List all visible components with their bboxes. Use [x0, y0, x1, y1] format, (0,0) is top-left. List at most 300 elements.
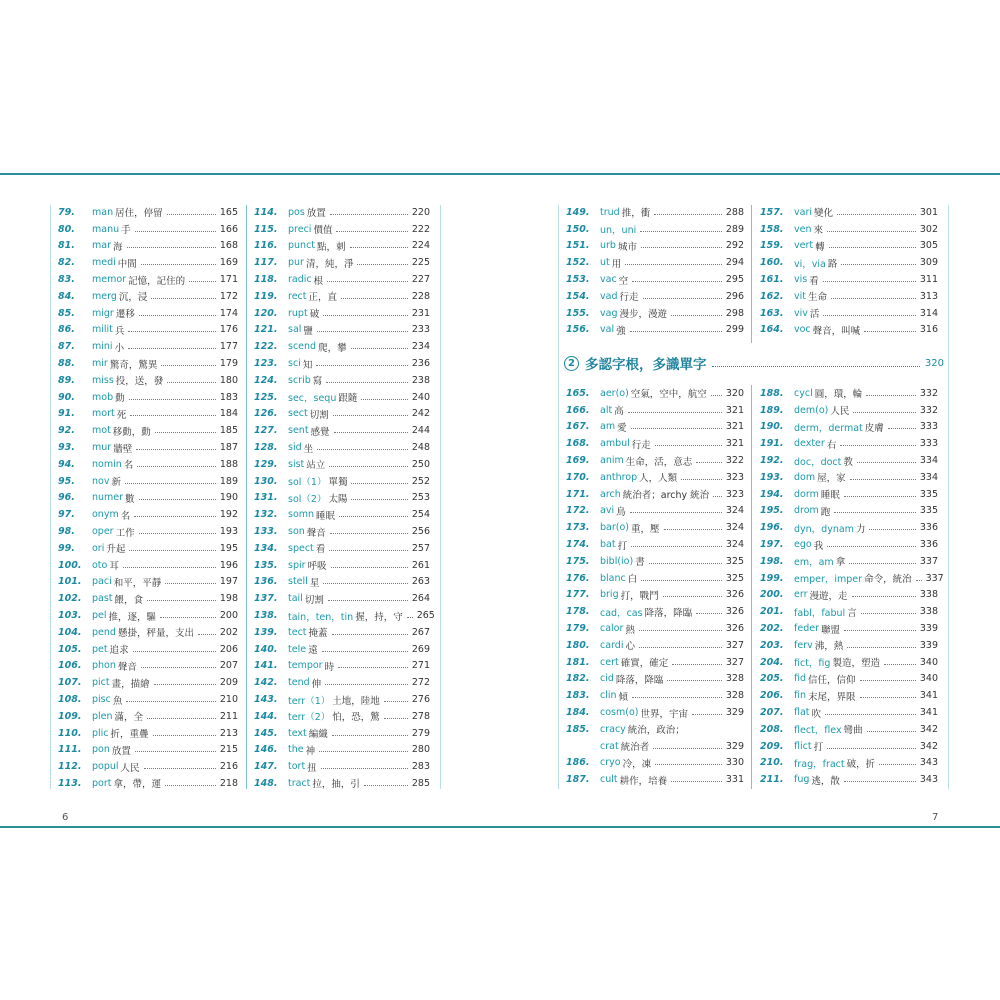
root-meaning: 變化 — [814, 208, 834, 220]
root-meaning: 教 — [843, 456, 853, 468]
word-root: pisc — [92, 694, 111, 705]
leader-dots — [323, 583, 408, 584]
root-meaning: 打 — [813, 742, 824, 754]
entry-number: 162. — [760, 290, 784, 302]
entry-page-number: 295 — [725, 274, 744, 286]
leader-dots — [831, 298, 916, 299]
entry-page-number: 336 — [919, 539, 938, 551]
entry-page-number: 269 — [411, 643, 430, 655]
word-root: fid — [794, 673, 807, 685]
toc-entry — [760, 637, 938, 654]
toc-entry — [760, 254, 938, 271]
entry-number: 126. — [254, 408, 278, 420]
toc-entry — [566, 553, 744, 570]
toc-entry — [760, 536, 938, 553]
entry-page-number: 165 — [219, 206, 238, 218]
root-meaning: 遷移 — [115, 309, 135, 321]
entry-page-number: 256 — [411, 526, 430, 538]
entry-page-number: 197 — [219, 576, 238, 588]
entry-number: 156. — [566, 324, 590, 336]
leader-dots — [841, 264, 915, 265]
entry-page-number: 253 — [411, 492, 430, 504]
root-meaning: 拿 — [835, 557, 846, 569]
entry-page-number: 336 — [919, 522, 938, 534]
toc-entry — [254, 238, 430, 255]
leader-dots — [336, 231, 407, 232]
toc-entry — [58, 674, 238, 691]
leader-dots — [161, 365, 216, 366]
word-root: fict，fig — [794, 658, 831, 670]
leader-dots — [155, 432, 216, 433]
leader-dots — [849, 563, 916, 564]
word-root: cycl — [794, 387, 813, 399]
word-root: sid — [288, 442, 302, 454]
leader-dots — [331, 567, 408, 568]
word-root: cid — [600, 673, 614, 685]
toc-entry — [58, 742, 238, 759]
toc-entry — [566, 704, 744, 721]
leader-dots — [866, 395, 916, 396]
entry-number: 102. — [58, 593, 82, 605]
leader-dots — [165, 785, 216, 786]
entry-page-number: 218 — [219, 777, 238, 789]
leader-dots — [151, 298, 215, 299]
entry-page-number: 248 — [411, 442, 430, 454]
root-meaning: 空氣，空中，航空 — [630, 389, 707, 401]
word-root: vis — [794, 274, 808, 286]
word-root: trud — [600, 206, 620, 218]
word-root: drom — [794, 505, 819, 517]
root-meaning: 確實，確定 — [620, 658, 669, 670]
root-meaning: 皮膚 — [864, 422, 884, 434]
entry-page-number: 314 — [919, 307, 938, 319]
root-meaning: 跑 — [820, 506, 831, 518]
word-root: spir — [288, 559, 306, 571]
entry-number: 105. — [58, 643, 82, 655]
word-root: cosm(o) — [600, 707, 639, 719]
toc-entry — [760, 486, 938, 503]
leader-dots — [672, 664, 722, 665]
leader-dots — [681, 479, 722, 480]
root-meaning: 統治者；archy 統治 — [622, 490, 710, 502]
leader-dots — [332, 634, 408, 635]
entry-page-number: 331 — [725, 774, 744, 786]
word-root: memor — [92, 274, 127, 286]
toc-entry — [254, 758, 430, 775]
root-meaning: 兵 — [114, 325, 125, 337]
root-meaning: 轉 — [815, 241, 825, 253]
entry-page-number: 190 — [219, 492, 238, 504]
leader-dots — [139, 315, 216, 316]
right-column-divider-bottom — [751, 385, 752, 789]
word-root: clin — [600, 690, 617, 702]
entry-page-number: 339 — [919, 639, 938, 651]
leader-dots — [879, 764, 916, 765]
entry-page-number: 233 — [411, 324, 430, 336]
entry-page-number: 292 — [725, 240, 744, 252]
toc-entry — [254, 439, 430, 456]
entry-number: 104. — [58, 626, 82, 638]
entry-number: 147. — [254, 761, 278, 773]
leader-dots — [407, 617, 413, 618]
toc-entry — [760, 620, 938, 637]
toc-entry — [760, 503, 938, 520]
root-meaning: 看 — [809, 275, 819, 287]
page-number-left: 6 — [62, 812, 69, 823]
entry-page-number: 333 — [919, 438, 938, 450]
toc-entry — [254, 389, 430, 406]
entry-number: 204. — [760, 656, 784, 668]
root-meaning: 城市 — [617, 241, 637, 253]
entry-number: 173. — [566, 522, 590, 534]
entry-page-number: 278 — [411, 710, 430, 722]
toc-entry — [760, 238, 938, 255]
toc-entry — [760, 553, 938, 570]
root-meaning: 人民 — [120, 762, 140, 774]
toc-entry — [58, 422, 238, 439]
entry-page-number: 289 — [725, 223, 744, 235]
leader-dots — [844, 781, 916, 782]
toc-entry — [254, 254, 430, 271]
root-meaning: 沸，熱 — [814, 641, 844, 653]
leader-dots — [823, 315, 915, 316]
word-root: pet — [92, 643, 108, 655]
root-meaning: 重，壓 — [630, 523, 660, 535]
entry-number: 191. — [760, 438, 784, 450]
entry-page-number: 264 — [411, 593, 430, 605]
word-root: urb — [600, 240, 616, 252]
toc-entry — [566, 452, 744, 469]
entry-number: 118. — [254, 274, 278, 286]
toc-entry — [566, 486, 744, 503]
entry-page-number: 296 — [725, 290, 744, 302]
entry-page-number: 216 — [219, 761, 238, 773]
entry-page-number: 183 — [219, 391, 238, 403]
root-meaning: 投，送，發 — [115, 376, 164, 388]
leader-dots — [329, 466, 408, 467]
entry-page-number: 265 — [416, 610, 435, 622]
leader-dots — [671, 315, 722, 316]
entry-page-number: 342 — [919, 740, 938, 752]
toc-entry — [254, 406, 430, 423]
toc-entry — [254, 742, 430, 759]
leader-dots — [632, 697, 722, 698]
root-meaning: 行走 — [631, 439, 651, 451]
toc-entry — [760, 469, 938, 486]
entry-number: 89. — [58, 374, 75, 386]
entry-page-number: 333 — [919, 421, 938, 433]
word-root: feder — [794, 623, 819, 635]
entry-number: 106. — [58, 660, 82, 672]
root-meaning: 拉，抽，引 — [312, 779, 360, 791]
word-root: emper，imper — [794, 574, 863, 586]
word-root: phon — [92, 660, 116, 672]
entry-number: 182. — [566, 673, 590, 685]
entry-page-number: 224 — [411, 240, 430, 252]
root-meaning: 推，逐，驅 — [108, 611, 157, 623]
root-meaning: 新 — [111, 477, 121, 489]
word-root: vari — [794, 206, 812, 218]
left-page-edge — [50, 205, 51, 789]
entry-number: 123. — [254, 358, 278, 370]
word-root: dyn，dynam — [794, 523, 854, 535]
entry-page-number: 321 — [725, 438, 744, 450]
entry-page-number: 323 — [725, 471, 744, 483]
word-root: numer — [92, 492, 124, 504]
entry-page-number: 320 — [725, 387, 744, 399]
leader-dots — [837, 214, 916, 215]
entry-number: 171. — [566, 488, 590, 500]
entry-number: 108. — [58, 694, 82, 705]
leader-dots — [827, 546, 916, 547]
word-root: cad，cas — [600, 607, 643, 619]
toc-entry — [58, 624, 238, 641]
leader-dots — [860, 680, 916, 681]
leader-dots — [127, 247, 216, 248]
root-meaning: 神 — [305, 745, 316, 757]
entry-page-number: 337 — [925, 572, 944, 584]
word-root: fabl，fabul — [794, 607, 846, 619]
leader-dots — [128, 348, 216, 349]
root-meaning: 圓，環，輪 — [814, 389, 863, 401]
word-root: anthrop — [600, 471, 638, 483]
leader-dots — [357, 264, 407, 265]
leader-dots — [129, 399, 216, 400]
word-root: vit — [794, 290, 806, 302]
root-meaning: 統治者 — [620, 742, 650, 754]
word-root: son — [288, 526, 305, 538]
entry-number: 207. — [760, 707, 784, 719]
toc-entry — [566, 687, 744, 704]
entry-number: 196. — [760, 522, 784, 534]
entry-number: 172. — [566, 505, 590, 517]
leader-dots — [844, 496, 916, 497]
entry-number: 97. — [58, 509, 75, 521]
right-column-1-top — [566, 204, 744, 338]
entry-number: 203. — [760, 639, 784, 651]
entry-page-number: 179 — [219, 358, 238, 370]
toc-entry — [566, 671, 744, 688]
leader-dots — [861, 613, 916, 614]
toc-entry — [58, 221, 238, 238]
toc-entry — [58, 658, 238, 675]
bottom-rule — [0, 826, 1000, 828]
word-root: terr（2） — [288, 712, 331, 724]
word-root: nomin — [92, 458, 122, 470]
entry-number: 169. — [566, 455, 590, 467]
entry-page-number: 267 — [411, 626, 430, 638]
entry-page-number: 188 — [219, 458, 238, 470]
root-meaning: 伸 — [311, 678, 322, 690]
root-meaning: 編織 — [308, 729, 328, 741]
entry-number: 99. — [58, 542, 75, 554]
leader-dots — [628, 412, 722, 413]
entry-page-number: 169 — [219, 257, 238, 269]
root-meaning: 破，折 — [846, 758, 876, 770]
word-root: sect — [288, 408, 308, 420]
leader-dots — [888, 428, 916, 429]
toc-entry — [254, 574, 430, 591]
entry-page-number: 288 — [725, 206, 744, 218]
entry-page-number: 321 — [725, 404, 744, 416]
entry-page-number: 180 — [219, 374, 238, 386]
toc-entry — [254, 607, 435, 624]
root-meaning: 傾 — [618, 691, 629, 703]
toc-entry — [254, 506, 430, 523]
toc-entry — [58, 557, 238, 574]
leader-dots — [322, 651, 408, 652]
toc-entry — [254, 590, 430, 607]
word-root: oper — [92, 526, 114, 538]
entry-number: 201. — [760, 606, 784, 618]
word-root: frag，fract — [794, 758, 845, 770]
toc-entry — [566, 469, 744, 486]
entry-page-number: 215 — [219, 744, 238, 756]
entry-page-number: 313 — [919, 290, 938, 302]
root-meaning: 製造，塑造 — [832, 658, 880, 670]
toc-entry — [58, 490, 238, 507]
toc-entry — [760, 570, 944, 587]
entry-page-number: 263 — [411, 576, 430, 588]
toc-entry — [254, 221, 430, 238]
entry-number: 143. — [254, 694, 278, 705]
root-meaning: 記憶，記住的 — [128, 275, 186, 287]
left-column-divider — [246, 205, 247, 789]
root-meaning: 屋，家 — [817, 473, 846, 485]
root-meaning: 呼吸 — [307, 561, 327, 573]
word-root: merg — [92, 290, 117, 302]
right-column-1-bottom — [566, 385, 744, 788]
entry-number: 121. — [254, 324, 278, 336]
entry-page-number: 324 — [725, 522, 744, 534]
entry-page-number: 298 — [725, 307, 744, 319]
entry-number: 107. — [58, 677, 82, 689]
entry-number: 151. — [566, 240, 590, 252]
leader-dots — [696, 462, 722, 463]
root-meaning: 驚奇，驚異 — [109, 359, 158, 371]
toc-entry — [58, 641, 238, 658]
toc-entry — [254, 322, 430, 339]
entry-page-number: 174 — [219, 307, 238, 319]
word-root: scrib — [288, 374, 311, 386]
entry-number: 94. — [58, 458, 75, 470]
root-meaning: 生命 — [808, 292, 828, 304]
entry-number: 139. — [254, 626, 278, 638]
root-meaning: 活 — [809, 309, 820, 321]
word-root: sent — [288, 425, 309, 437]
entry-number: 183. — [566, 690, 590, 702]
toc-entry — [566, 536, 744, 553]
leader-dots — [128, 331, 215, 332]
entry-page-number: 171 — [219, 274, 238, 286]
root-meaning: 牆壁 — [113, 443, 133, 455]
entry-page-number: 329 — [725, 707, 744, 719]
leader-dots — [823, 281, 916, 282]
leader-dots — [827, 748, 916, 749]
toc-entry — [58, 288, 238, 305]
leader-dots — [654, 214, 722, 215]
word-root: val — [600, 324, 615, 336]
root-meaning: 握，持，守 — [355, 611, 403, 623]
toc-entry — [58, 590, 238, 607]
toc-entry — [760, 385, 938, 402]
entry-page-number: 285 — [411, 777, 430, 789]
root-meaning: 打 — [617, 540, 628, 552]
leader-dots — [198, 634, 216, 635]
section-leader-dots — [712, 366, 920, 367]
entry-page-number: 328 — [725, 673, 744, 685]
toc-entry — [760, 322, 938, 339]
root-meaning: 名 — [123, 460, 134, 472]
root-meaning: 正，直 — [308, 292, 338, 304]
right-column-divider-top — [751, 205, 752, 343]
entry-number: 180. — [566, 639, 590, 651]
root-meaning: 太陽 — [328, 493, 348, 505]
root-meaning: 白 — [627, 574, 638, 586]
entry-number: 100. — [58, 559, 82, 571]
leader-dots — [641, 580, 722, 581]
toc-entry — [58, 204, 238, 221]
word-root: avi — [600, 505, 615, 517]
root-meaning: 統治，政治； — [627, 725, 685, 737]
leader-dots — [653, 748, 722, 749]
entry-page-number: 325 — [725, 572, 744, 584]
word-root: arch — [600, 488, 621, 500]
toc-entry — [760, 704, 938, 721]
leader-dots — [632, 281, 722, 282]
entry-page-number: 185 — [219, 425, 238, 437]
leader-dots — [640, 231, 722, 232]
leader-dots — [364, 785, 408, 786]
leader-dots — [317, 331, 408, 332]
root-meaning: 路 — [827, 258, 838, 270]
leader-dots — [136, 449, 216, 450]
root-meaning: 降落，降臨 — [615, 674, 664, 686]
entry-page-number: 202 — [219, 626, 238, 638]
word-root: mini — [92, 341, 113, 353]
root-meaning: 魚 — [112, 695, 123, 707]
toc-entry — [760, 452, 938, 469]
entry-page-number: 250 — [411, 458, 430, 470]
leader-dots — [639, 647, 722, 648]
root-meaning: 海 — [112, 241, 123, 253]
entry-page-number: 302 — [919, 223, 938, 235]
leader-dots — [351, 483, 407, 484]
root-meaning: 遠 — [308, 645, 318, 657]
entry-number: 199. — [760, 572, 784, 584]
root-meaning: 移動，動 — [112, 426, 151, 438]
leader-dots — [696, 613, 722, 614]
entry-number: 114. — [254, 206, 278, 218]
root-meaning: 冷，凍 — [622, 758, 652, 770]
root-meaning: 愛 — [617, 422, 627, 434]
entry-page-number: 228 — [411, 290, 430, 302]
word-root: terr（1） — [288, 695, 331, 707]
entry-number: 81. — [58, 240, 75, 252]
entry-page-number: 326 — [725, 589, 744, 601]
root-meaning: 放置 — [111, 745, 131, 757]
leader-dots — [867, 731, 916, 732]
root-meaning: 聲音 — [117, 661, 137, 673]
root-meaning: 切割 — [309, 409, 329, 421]
toc-entry — [58, 238, 238, 255]
entry-page-number: 272 — [411, 677, 430, 689]
word-root: ego — [794, 539, 812, 551]
entry-number: 144. — [254, 710, 278, 722]
word-root: mot — [92, 425, 111, 437]
toc-entry — [566, 204, 744, 221]
root-meaning: 寫 — [312, 376, 323, 388]
